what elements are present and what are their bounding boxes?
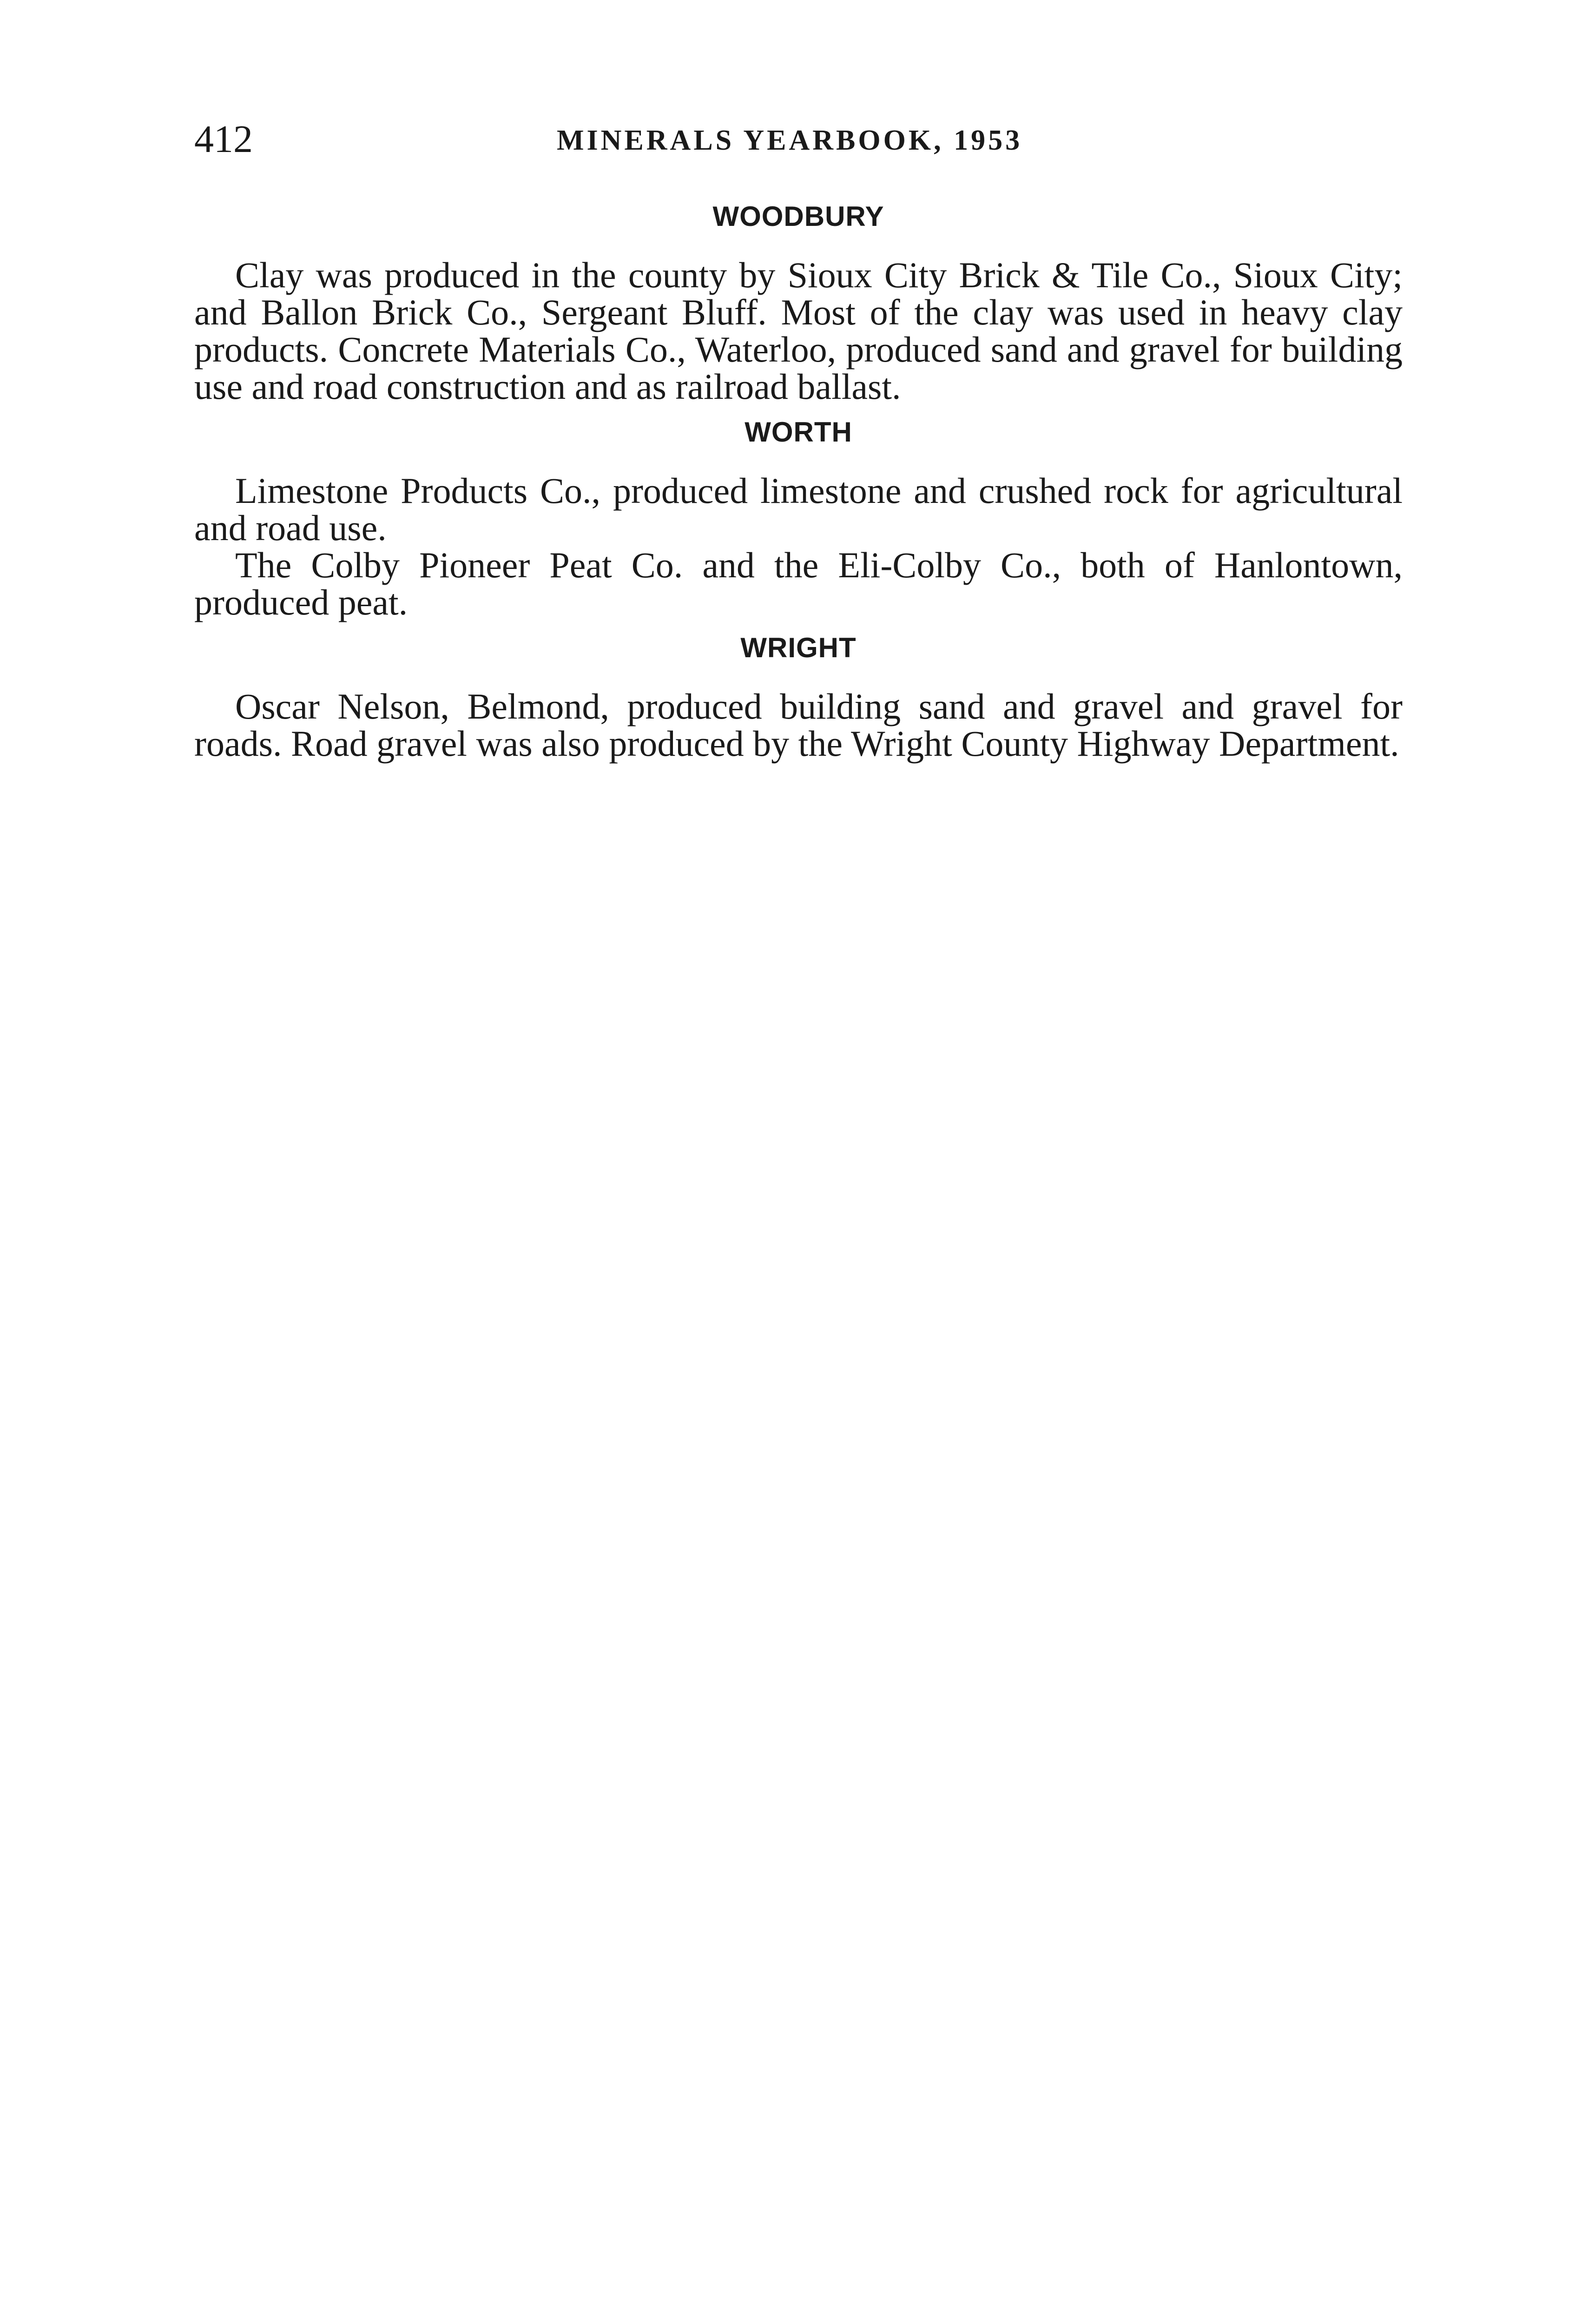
running-title: MINERALS YEARBOOK, 1953 <box>557 125 1023 156</box>
section-heading: WORTH <box>745 416 852 448</box>
section-heading: WRIGHT <box>740 632 857 663</box>
section-heading: WOODBURY <box>712 201 884 232</box>
page-body <box>194 195 1403 762</box>
section-woodbury <box>194 195 1403 405</box>
paragraph: The Colby Pioneer Peat Co. and the Eli-Colby Co., both of Hanlontown, produced peat. <box>194 545 1403 622</box>
page-number: 412 <box>194 118 253 161</box>
section-worth <box>194 411 1403 621</box>
paragraph: Limestone Products Co., produced limestone and crushed rock for agricultural and road use. <box>194 470 1403 548</box>
section-wright <box>194 627 1403 762</box>
running-head <box>194 116 1403 167</box>
paragraph: Oscar Nelson, Belmond, produced building sand and gravel and gravel for roads. Road gravel was also produced by the Wright County Highway Department. <box>194 686 1403 764</box>
paragraph: Clay was produced in the county by Sioux City Brick & Tile Co., Sioux City; and Ballon Brick Co., Sergeant Bluff. Most of the clay was used in heavy clay products. Concrete Materials Co., Waterloo, produced sand and gravel for building use and road construction and as railroad ballast. <box>194 255 1403 407</box>
